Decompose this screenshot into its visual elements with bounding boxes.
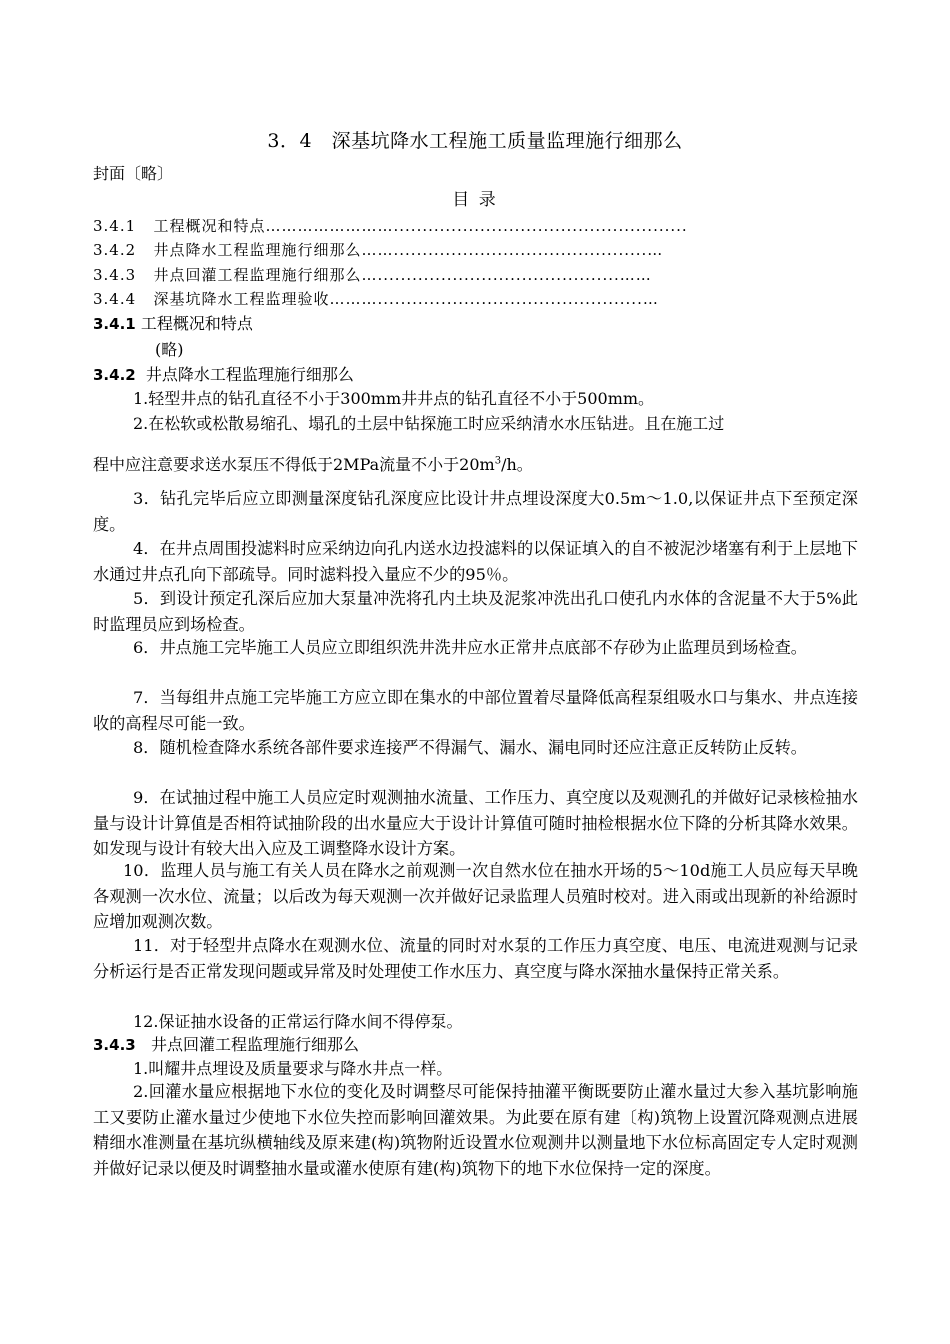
paragraph-text: 7．当每组井点施工完毕施工方应立即在集水的中部位置着尽量降低高程泵组吸水口与集水、井点连接收的高程尽可能一致。 [93, 688, 858, 733]
section-heading-341 [93, 314, 253, 334]
section-heading-343 [93, 1035, 359, 1055]
toc-item [93, 289, 659, 309]
paragraph-text: 2.回灌水量应根据地下水位的变化及时调整尽可能保持抽灌平衡既要防止灌水量过大参入基坑影响施工又要防止灌水量过少使地下水位失控而影响回灌效果。为此要在原有建〔构)筑物上设置沉降观测点进展精细水准测量在基坑纵横轴线及原来建(构)筑物附近设置水位观测井以测量地下水位标高固定专人定时观测并做好记录以便及时调整抽水量或灌水使原有建(构)筑物下的地下水位保持一定的深度。 [93, 1082, 858, 1178]
paragraph-text: 3．钻孔完毕后应立即测量深度钻孔深度应比设计井点埋设深度大0.5m～1.0,以保证井点下至预定深度。 [93, 489, 858, 534]
section-heading-342 [93, 365, 354, 385]
paragraph [93, 933, 858, 984]
section-body: (略) [155, 340, 184, 359]
toc-leaders: ……............................................… [361, 241, 664, 259]
paragraph-text: 10．监理人员与施工有关人员在降水之前观测一次自然水位在抽水开场的5～10d施工人员应每天早晚各观测一次水位、流量；以后改为每天观测一次并做好记录监理人员殖时校对。进入雨或出现新的补给源时应增加观测次数。 [93, 861, 858, 931]
paragraph [93, 486, 858, 537]
toc-leaders: …..........................................…… [361, 266, 652, 284]
section-title: 工程概况和特点 [140, 314, 253, 333]
paragraph-text: 程中应注意要求送水泵压不得低于2MPa流量不小于20m [93, 455, 495, 474]
toc-leaders: ……………………................................................... [265, 217, 688, 235]
paragraph [93, 735, 858, 761]
section-number: 3.4.1 [93, 315, 136, 333]
toc-item-number: 3.4.2 [93, 241, 137, 259]
paragraph [93, 785, 858, 862]
paragraph-text: 4．在井点周围投滤料时应采纳边向孔内送水边投滤料的以保证填入的自不被泥沙堵塞有利于上层地下水通过井点孔向下部疏导。同时滤料投入量应不少的95％。 [93, 539, 858, 584]
toc-item-number: 3.4.4 [93, 290, 137, 308]
paragraph-text: 6．井点施工完毕施工人员应立即组织洗井洗井应水正常井点底部不存砂为止监理员到场检查。 [133, 638, 807, 657]
superscript: 3 [494, 455, 502, 467]
section-title: 井点降水工程监理施行细那么 [145, 365, 354, 384]
paragraph-text: 5．到设计预定孔深后应加大泵量冲洗将孔内土块及泥浆冲洗出孔口使孔内水体的含泥量不大于5%此时监理员应到场检查。 [93, 589, 858, 634]
page-title: 3．4 深基坑降水工程施工质量监理施行细那么 [267, 130, 683, 152]
toc-item [93, 265, 652, 285]
cover-note: 封面〔略〕 [93, 164, 174, 183]
toc-item-number: 3.4.1 [93, 217, 137, 235]
paragraph: 1.轻型井点的钻孔直径不小于300mm井井点的钻孔直径不小于500mm。 [133, 389, 655, 408]
paragraph-text: 8．随机检查降水系统各部件要求连接严不得漏气、漏水、漏电同时还应注意正反转防止反转。 [133, 738, 807, 757]
paragraph [93, 685, 858, 736]
toc-item-label: 深基坑降水工程监理验收 [153, 290, 330, 308]
paragraph-text: 9．在试抽过程中施工人员应定时观测抽水流量、工作压力、真空度以及观测孔的并做好记录核检抽水量与设计计算值是否相符试抽阶段的出水量应大于设计计算值可随时抽检根据水位下降的分析其降水效果。如发现与设计有较大出入应及工调整降水设计方案。 [93, 788, 858, 858]
toc-item-label: 井点降水工程监理施行细那么 [153, 241, 362, 259]
toc-item-label: 井点回灌工程监理施行细那么 [153, 266, 362, 284]
paragraph-text: /h。 [501, 455, 533, 474]
paragraph-text: 11．对于轻型井点降水在观测水位、流量的同时对水泵的工作压力真空度、电压、电流进观测与记录分析运行是否正常发现问题或异常及时处理使工作水压力、真空度与降水深抽水量保持正常关系。 [93, 936, 858, 981]
paragraph [93, 1079, 858, 1181]
toc-heading: 目 录 [452, 190, 498, 210]
section-number: 3.4.3 [93, 1036, 136, 1054]
paragraph [93, 536, 858, 587]
paragraph: 12.保证抽水设备的正常运行降水间不得停泵。 [133, 1012, 463, 1031]
paragraph [93, 635, 858, 661]
paragraph [93, 858, 858, 935]
paragraph [93, 586, 858, 637]
toc-leaders: ………..............................................… [329, 290, 659, 308]
toc-item-label: 工程概况和特点 [153, 217, 266, 235]
paragraph: 1.叫耀井点埋设及质量要求与降水井点一样。 [133, 1059, 453, 1078]
toc-item [93, 240, 663, 260]
paragraph: 2.在松软或松散易缩孔、塌孔的土层中钻探施工时应采纳清水水压钻进。且在施工过 [133, 414, 725, 433]
paragraph-continuation [93, 455, 533, 475]
section-title: 井点回灌工程监理施行细那么 [150, 1035, 359, 1054]
toc-item [93, 216, 688, 236]
toc-item-number: 3.4.3 [93, 266, 137, 284]
section-number: 3.4.2 [93, 366, 136, 384]
